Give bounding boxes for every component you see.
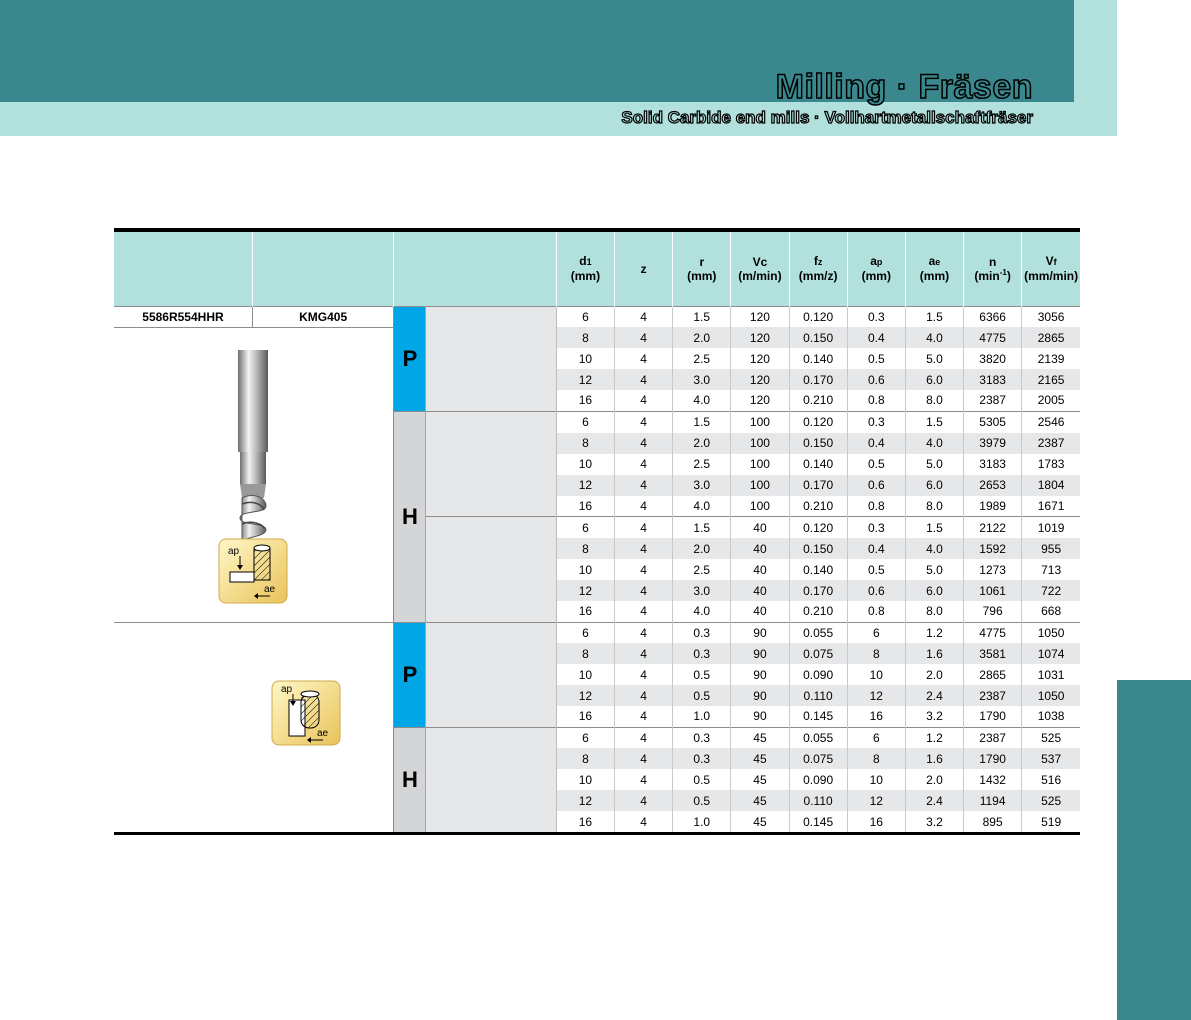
table-cell: 2.0 [673,327,731,348]
table-cell: 4 [615,348,673,369]
table-cell: 4 [615,664,673,685]
table-cell: 4 [615,790,673,811]
table-cell: 45 [731,811,789,832]
table-cell: 0.210 [789,390,847,411]
table-cell: 713 [1022,559,1080,580]
column-header-unit: (mm) [687,268,717,283]
table-cell: 4 [615,390,673,411]
table-cell: 1790 [964,706,1022,727]
table-cell: 45 [731,748,789,769]
table-cell: 2387 [1022,433,1080,454]
table-cell: 4 [615,727,673,748]
table-cell: 1050 [1022,622,1080,643]
column-header-symbol: d [579,254,587,269]
table-cell: 0.150 [789,433,847,454]
table-cell: 1.5 [673,517,731,539]
table-cell: 4 [615,411,673,433]
ap-label: ap [228,545,240,557]
material-group-h: H [394,411,426,622]
table-cell: 1989 [964,496,1022,517]
table-cell: 516 [1022,769,1080,790]
table-cell: 0.5 [673,769,731,790]
table-cell: 0.5 [673,664,731,685]
table-cell: 0.090 [789,664,847,685]
table-cell: 1019 [1022,517,1080,539]
table-cell: 45 [731,790,789,811]
table-cell: 4.0 [905,538,963,559]
column-header-6 [905,232,963,306]
table-cell: 1061 [964,580,1022,601]
table-cell: 5305 [964,411,1022,433]
column-header-subscript: p [876,257,883,268]
column-header-4 [789,232,847,306]
table-cell: 4 [615,706,673,727]
column-header-symbol: Vc [752,254,768,269]
table-cell: 4775 [964,327,1022,348]
table-cell: 16 [556,496,614,517]
table-cell: 12 [847,790,905,811]
table-cell: 3979 [964,433,1022,454]
table-cell: 1.5 [673,411,731,433]
table-cell: 4 [615,496,673,517]
table-cell: 1038 [1022,706,1080,727]
column-header-unit: (m/min) [738,268,782,283]
table-cell: 10 [556,769,614,790]
column-header-unit: (mm/z) [798,269,838,284]
table-cell: 6366 [964,306,1022,327]
table-cell: 4 [615,748,673,769]
table-cell: 12 [847,685,905,706]
table-cell: 6 [556,411,614,433]
table-cell: 1.5 [673,306,731,327]
column-header-unit: (mm) [570,269,601,284]
table-cell: 0.170 [789,580,847,601]
table-cell: 4 [615,811,673,832]
table-row [114,622,1080,643]
ae-label: ae [264,583,276,595]
table-cell: 668 [1022,601,1080,622]
table-cell: 12 [556,580,614,601]
product-code: 5586R554HHR [114,306,252,327]
table-cell: 0.055 [789,622,847,643]
table-cell: 3581 [964,643,1022,664]
table-cell: 0.3 [673,727,731,748]
table-cell: 0.120 [789,306,847,327]
tool-illustration [114,328,393,622]
table-cell: 0.150 [789,327,847,348]
table-cell: 16 [847,811,905,832]
column-header-unit: (min [974,268,1000,283]
table-cell: 10 [847,664,905,685]
table-cell: 4 [615,643,673,664]
table-cell: 3.2 [905,811,963,832]
table-cell: 1671 [1022,496,1080,517]
column-header-symbol: f [813,254,818,269]
table-cell: 16 [556,390,614,411]
table-cell: 1.2 [905,727,963,748]
table-cell: 0.6 [847,369,905,390]
table-cell: 16 [847,706,905,727]
table-cell: 525 [1022,790,1080,811]
table-cell: 100 [731,433,789,454]
table-cell: 1.2 [905,622,963,643]
table-cell: 722 [1022,580,1080,601]
table-cell: 1783 [1022,454,1080,475]
table-cell: 2865 [964,664,1022,685]
table-cell: 0.110 [789,685,847,706]
side-milling-icon [218,538,288,604]
table-cell: 8 [556,748,614,769]
column-header-superscript: -1 [999,267,1007,277]
table-cell: 525 [1022,727,1080,748]
table-cell: 2.5 [673,559,731,580]
page-subtitle: Solid Carbide end mills · Vollhartmetallschaftfräser [621,108,1033,127]
table-cell: 519 [1022,811,1080,832]
table-cell: 10 [847,769,905,790]
table-cell: 12 [556,475,614,496]
table-cell: 3.0 [673,580,731,601]
table-cell: 2.0 [905,664,963,685]
table-cell: 4 [615,559,673,580]
table-cell: 4 [615,769,673,790]
table-cell: 0.4 [847,433,905,454]
table-cell: 90 [731,622,789,643]
column-header-1 [615,232,673,306]
table-cell: 120 [731,390,789,411]
page-title: Milling · Fräsen [775,68,1033,106]
table-cell: 4 [615,517,673,539]
table-bottom-rule [114,832,1080,835]
table-cell: 0.5 [673,685,731,706]
table-cell: 1432 [964,769,1022,790]
table-cell: 10 [556,559,614,580]
column-header-7 [964,232,1022,306]
table-cell: 5.0 [905,454,963,475]
column-header-0 [556,232,614,306]
table-cell: 537 [1022,748,1080,769]
table-cell: 8 [556,538,614,559]
table-cell: 100 [731,475,789,496]
table-cell: 1804 [1022,475,1080,496]
table-cell: 0.8 [847,390,905,411]
table-cell: 1.5 [905,411,963,433]
table-cell: 0.5 [847,454,905,475]
table-cell: 2865 [1022,327,1080,348]
table-cell: 8 [556,643,614,664]
table-cell: 0.6 [847,475,905,496]
table-cell: 0.145 [789,811,847,832]
table-cell: 1050 [1022,685,1080,706]
table-cell: 120 [731,348,789,369]
material-group-h: H [394,727,426,832]
table-cell: 1.0 [673,811,731,832]
table-cell: 1592 [964,538,1022,559]
table-cell: 0.6 [847,580,905,601]
table-cell: 0.120 [789,517,847,539]
tool-image-cell [114,327,394,622]
table-cell: 4 [615,538,673,559]
table-cell: 4 [615,327,673,348]
table-cell: 12 [556,790,614,811]
table-cell: 0.3 [847,411,905,433]
table-cell: 6.0 [905,580,963,601]
table-cell: 1.6 [905,748,963,769]
table-cell: 0.210 [789,496,847,517]
table-cell: 1074 [1022,643,1080,664]
table-cell: 1.5 [905,517,963,539]
table-cell: 3183 [964,369,1022,390]
table-cell: 8.0 [905,390,963,411]
table-cell: 6 [556,622,614,643]
column-header-5 [847,232,905,306]
table-cell: 2653 [964,475,1022,496]
table-cell: 0.3 [673,622,731,643]
cutting-data-table [114,228,1080,835]
table-cell: 2.4 [905,790,963,811]
table-cell: 1273 [964,559,1022,580]
table-cell: 0.110 [789,790,847,811]
column-header-symbol: n [988,254,997,269]
table-cell: 16 [556,706,614,727]
table-cell: 0.075 [789,748,847,769]
column-header-unit: (mm) [861,269,891,284]
table-cell: 90 [731,664,789,685]
table-cell: 4 [615,433,673,454]
table-cell: 8 [556,433,614,454]
table-cell: 2005 [1022,390,1080,411]
table-cell: 8 [847,643,905,664]
table-cell: 6 [847,622,905,643]
table-cell: 3.0 [673,475,731,496]
table-cell: 895 [964,811,1022,832]
table-cell: 5.0 [905,348,963,369]
table-cell: 1.0 [673,706,731,727]
table-cell: 0.210 [789,601,847,622]
column-header-8 [1022,232,1080,306]
notes-cell [426,727,556,832]
notes-cell [426,306,556,411]
header-grade-cell [252,232,393,306]
table-cell: 0.3 [673,748,731,769]
table-cell: 4.0 [673,390,731,411]
table-cell: 796 [964,601,1022,622]
table-cell: 6 [847,727,905,748]
table-cell: 10 [556,664,614,685]
table-cell: 3820 [964,348,1022,369]
side-index-tab[interactable] [1117,680,1191,1020]
table-cell: 100 [731,496,789,517]
table-cell: 0.120 [789,411,847,433]
table-cell: 90 [731,685,789,706]
table-cell: 16 [556,601,614,622]
table-cell: 1790 [964,748,1022,769]
table-cell: 0.3 [673,643,731,664]
table-cell: 0.5 [673,790,731,811]
table-cell: 8.0 [905,601,963,622]
table-cell: 2.4 [905,685,963,706]
table-cell: 40 [731,559,789,580]
table-cell: 0.140 [789,348,847,369]
table-cell: 6 [556,306,614,327]
column-header-2 [673,232,731,306]
table-cell: 0.150 [789,538,847,559]
table-cell: 12 [556,685,614,706]
table-cell: 1.5 [905,306,963,327]
table-cell: 3183 [964,454,1022,475]
table-cell: 4.0 [673,496,731,517]
table-cell: 4 [615,306,673,327]
table-cell: 45 [731,727,789,748]
notes-cell [426,411,556,517]
table-cell: 45 [731,769,789,790]
table-cell: 8 [847,748,905,769]
table-cell: 0.5 [847,559,905,580]
table-cell: 4 [615,475,673,496]
column-header-symbol: a [928,254,936,269]
column-header-subscript: 1 [586,257,592,268]
table-cell: 0.170 [789,369,847,390]
slot-milling-icon [271,680,341,746]
table-cell: 6.0 [905,369,963,390]
table-cell: 1194 [964,790,1022,811]
table-cell: 2.0 [673,538,731,559]
table-cell: 3056 [1022,306,1080,327]
table-cell: 2.0 [905,769,963,790]
table-row [114,306,1080,327]
column-header-symbol: V [1045,254,1054,269]
table-cell: 120 [731,327,789,348]
table-cell: 4 [615,622,673,643]
table-cell: 6 [556,517,614,539]
ae-label: ae [316,727,328,739]
table-cell: 2387 [964,727,1022,748]
table-cell: 0.5 [847,348,905,369]
table-cell: 0.3 [847,517,905,539]
table-cell: 2122 [964,517,1022,539]
table-cell: 40 [731,538,789,559]
table-cell: 90 [731,643,789,664]
column-header-subscript: z [817,257,823,268]
material-group-p: P [394,306,426,411]
table-cell: 100 [731,411,789,433]
table-cell: 4 [615,580,673,601]
table-cell: 0.4 [847,538,905,559]
table-cell: 1.6 [905,643,963,664]
table-cell: 12 [556,369,614,390]
table-cell: 0.140 [789,559,847,580]
table-cell: 90 [731,706,789,727]
table-cell: 40 [731,580,789,601]
table-cell: 0.055 [789,727,847,748]
table-cell: 4775 [964,622,1022,643]
column-header-3 [731,232,789,306]
table-cell: 5.0 [905,559,963,580]
table-cell: 120 [731,369,789,390]
table-cell: 40 [731,517,789,539]
table-cell: 2.5 [673,454,731,475]
table-cell: 120 [731,306,789,327]
notes-cell [426,517,556,623]
column-header-unit: (mm/min) [1024,269,1079,284]
table-cell: 10 [556,454,614,475]
table-cell: 0.8 [847,496,905,517]
table-cell: 0.3 [847,306,905,327]
table-cell: 4 [615,454,673,475]
table-cell: 8.0 [905,496,963,517]
table-cell: 16 [556,811,614,832]
header-product-cell [114,232,252,306]
table-header-row [114,232,1080,306]
table-cell: 40 [731,601,789,622]
table-cell: 2139 [1022,348,1080,369]
table-cell: 2.0 [673,433,731,454]
table-cell: 2165 [1022,369,1080,390]
table-cell: 0.140 [789,454,847,475]
notes-cell [426,622,556,727]
column-header-symbol: a [870,254,877,269]
table-cell: 100 [731,454,789,475]
table-cell: 10 [556,348,614,369]
table-cell: 4.0 [673,601,731,622]
table-cell: 0.170 [789,475,847,496]
table-cell: 6.0 [905,475,963,496]
table-cell: 2387 [964,390,1022,411]
table-cell: 1031 [1022,664,1080,685]
column-header-symbol: r [699,254,705,269]
column-header-unit-end: ) [1006,268,1011,283]
column-header-unit: (mm) [919,269,950,284]
slot-milling-cell [114,622,394,832]
column-header-symbol: z [640,261,647,276]
column-header-subscript: e [935,257,941,268]
column-header-subscript: f [1053,257,1057,268]
table-cell: 0.090 [789,769,847,790]
table-cell: 2387 [964,685,1022,706]
table-cell: 6 [556,727,614,748]
table-cell: 3.2 [905,706,963,727]
table-cell: 955 [1022,538,1080,559]
table-cell: 2.5 [673,348,731,369]
table-cell: 4 [615,601,673,622]
table-cell: 0.4 [847,327,905,348]
table-cell: 0.075 [789,643,847,664]
table-row [114,327,1080,348]
table-cell: 3.0 [673,369,731,390]
table-cell: 2546 [1022,411,1080,433]
table-cell: 4.0 [905,327,963,348]
table-cell: 0.8 [847,601,905,622]
table-cell: 0.145 [789,706,847,727]
ap-label: ap [280,683,292,695]
header-material-cell [394,232,556,306]
grade-code: KMG405 [252,306,393,327]
material-group-p: P [394,622,426,727]
table-cell: 4 [615,369,673,390]
table-cell: 4.0 [905,433,963,454]
table-cell: 4 [615,685,673,706]
table-cell: 8 [556,327,614,348]
